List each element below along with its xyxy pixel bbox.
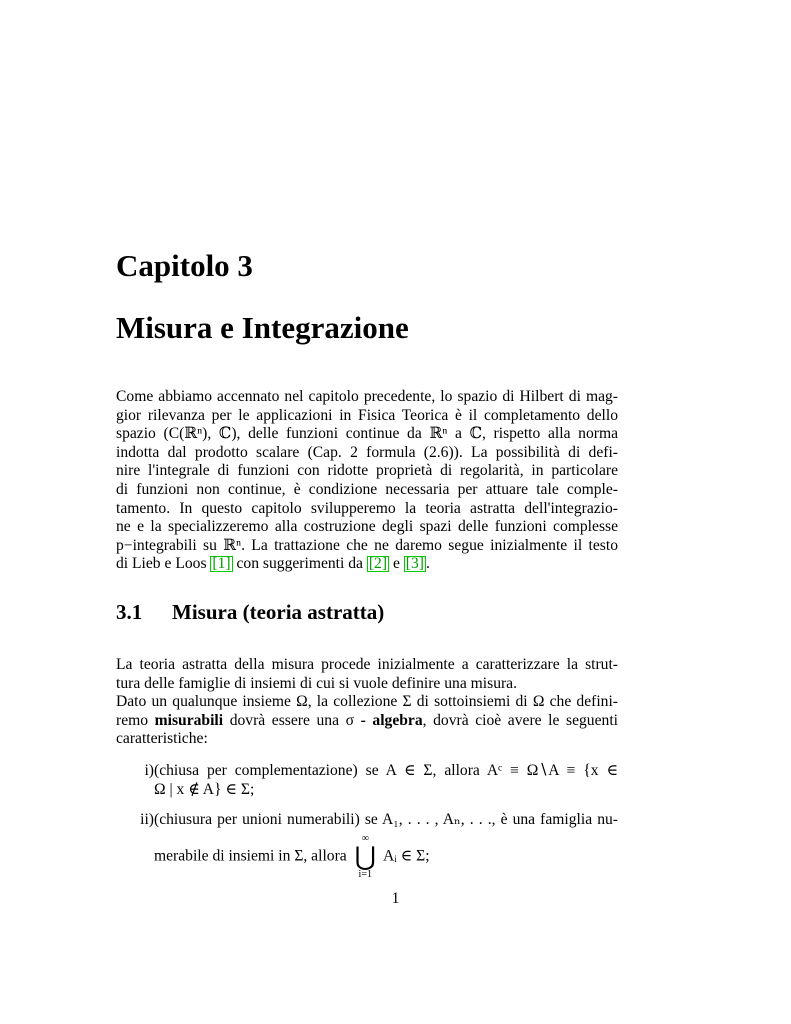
intro-text: e: [389, 555, 404, 573]
page-number: 1: [391, 890, 400, 907]
intro-paragraph: [116, 388, 618, 574]
properties-list: [116, 762, 618, 880]
intro-line: spazio (C(ℝⁿ), ℂ), delle funzioni continue da ℝⁿ a ℂ, rispetto alla norma: [116, 425, 618, 443]
text: dovrà essere una σ: [223, 711, 361, 729]
item-line: (chiusura per unioni numerabili) se A₁, . . . , Aₙ, . . ., è una famiglia nu-: [154, 811, 618, 829]
union-lower-limit: i=1: [358, 868, 372, 880]
bold-term-algebra: - algebra: [360, 711, 423, 729]
citation-link-3[interactable]: [3]: [405, 555, 424, 573]
intro-line-last: [116, 555, 618, 574]
item-label: i): [144, 762, 154, 779]
bold-term-misurabili: misurabili: [154, 711, 224, 729]
intro-line: nire l'integrale di funzioni con ridotte proprietà di regolarità, in particolare: [116, 462, 618, 480]
intro-line: Come abbiamo accennato nel capitolo precedente, lo spazio di Hilbert di mag-: [116, 388, 618, 405]
paragraph-line: La teoria astratta della misura procede inizialmente a caratterizzare la strut-: [116, 656, 618, 673]
intro-line: di funzioni non continue, è condizione necessaria per attuare tale comple-: [116, 480, 618, 498]
citation-link-2[interactable]: [2]: [368, 555, 388, 573]
item-line: (chiusa per complementazione) se A ∈ Σ, allora Aᶜ ≡ Ω∖A ≡ {x ∈: [154, 762, 618, 779]
intro-text: .: [425, 555, 430, 573]
union-symbol: ⋃: [354, 841, 376, 871]
union-operator: [355, 834, 376, 880]
item-body: [154, 762, 618, 799]
list-item: [116, 762, 618, 799]
item-label: ii): [140, 811, 154, 829]
union-upper-limit: ∞: [361, 832, 369, 844]
item-line: Ω | x ∉ A} ∈ Σ;: [154, 780, 255, 798]
text: remo: [116, 711, 155, 729]
intro-text: con suggerimenti da: [232, 555, 367, 573]
paragraph-line: [116, 712, 618, 731]
section-title: Misura (teoria astratta): [172, 600, 385, 624]
intro-text: di Lieb e Loos: [116, 555, 211, 573]
intro-line: ne e la specializzeremo alla costruzione degli spazi delle funzioni complesse: [116, 518, 618, 536]
paragraph-line: Dato un qualunque insieme Ω, la collezione Σ di sottoinsiemi di Ω che defini-: [116, 693, 618, 711]
intro-line: tamento. In questo capitolo svilupperemo la teoria astratta dell'integrazio-: [116, 499, 618, 517]
text: , dovrà cioè avere le seguenti: [422, 711, 618, 729]
measure-paragraph: [116, 656, 618, 749]
list-item: [116, 811, 618, 880]
paragraph-line: caratteristiche:: [116, 730, 208, 748]
section-number: 3.1: [116, 600, 143, 624]
citation-link-1[interactable]: [1]: [212, 555, 231, 573]
item-line-formula: [154, 834, 618, 880]
intro-line: indotta dal prodotto scalare (Cap. 2 formula (2.6)). La possibilità di defi-: [116, 443, 618, 461]
chapter-title: Misura e Integrazione: [116, 310, 409, 345]
item-body: [154, 811, 618, 880]
intro-line: gior rilevanza per le applicazioni in Fisica Teorica è il completamento dello: [116, 406, 618, 424]
item-text: merabile di insiemi in Σ, allora: [154, 847, 347, 865]
section-heading: [116, 598, 384, 626]
paragraph-line: tura delle famiglie di insiemi di cui si vuole definire una misura.: [116, 674, 517, 692]
item-text: Aᵢ ∈ Σ;: [382, 847, 430, 865]
intro-line: p−integrabili su ℝⁿ. La trattazione che ne daremo segue inizialmente il testo: [116, 536, 618, 554]
chapter-heading: Capitolo 3: [116, 248, 253, 283]
